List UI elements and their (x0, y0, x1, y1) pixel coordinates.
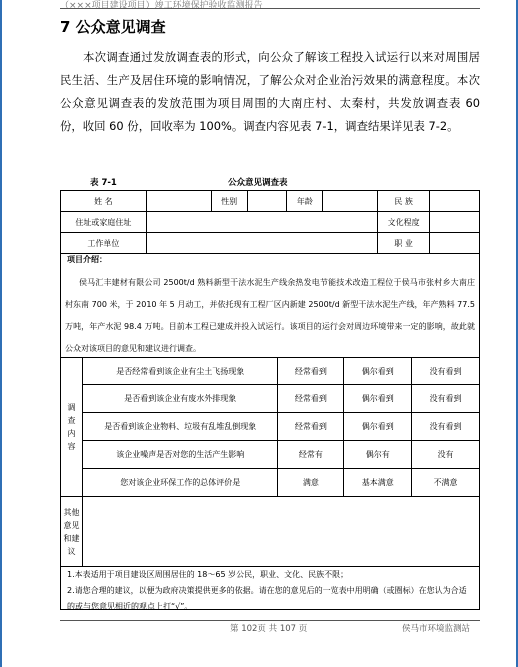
survey-option-b[interactable]: 偶尔看到 (344, 413, 412, 441)
occupation-label: 职 业 (378, 233, 430, 254)
header-rule (60, 8, 480, 9)
project-intro-title: 项目介绍： (67, 255, 107, 264)
employer-label: 工作单位 (61, 233, 147, 254)
note-item: 1.本表适用于项目建设区周围居住的 18～65 岁公民，职业、文化、民族不限； (67, 570, 349, 579)
name-field[interactable] (146, 191, 211, 212)
occupation-field[interactable] (430, 233, 480, 254)
ethnicity-label: 民 族 (378, 191, 430, 212)
survey-question: 该企业噪声是否对您的生活产生影响 (82, 441, 277, 469)
survey-question: 是否看到该企业物料、垃圾有乱堆乱倒现象 (82, 413, 277, 441)
section-title: 7 公众意见调查 (60, 18, 166, 36)
intro-paragraph: 本次调查通过发放调查表的形式，向公众了解该工程投入试运行以来对周围居民生活、生产及居住环境的影响情况，了解公众对企业治污效果的满意程度。本次公众意见调查表的发放范围为项目周围的大南庄村、太秦村，共发放调查表 60 份，收回 60 份，回收率为 100%。调查内容见表 7-1，调查结果详见表 7-2。 (60, 50, 480, 133)
education-label: 文化程度 (378, 212, 430, 233)
page-number: 第 102页 共 107 页 (230, 624, 308, 634)
survey-option-a[interactable]: 满意 (278, 469, 344, 497)
gender-label: 性别 (211, 191, 247, 212)
address-label: 住址或家庭住址 (61, 212, 147, 233)
other-opinions-field[interactable] (82, 497, 479, 567)
survey-option-b[interactable]: 偶尔有 (344, 441, 412, 469)
survey-side-label: 调查内容 (61, 358, 83, 497)
gender-field[interactable] (247, 191, 287, 212)
footer-org: 侯马市环境监测站 (402, 624, 471, 634)
survey-option-c[interactable]: 没有看到 (412, 413, 480, 441)
ethnicity-field[interactable] (430, 191, 480, 212)
survey-option-b[interactable]: 基本满意 (344, 469, 412, 497)
note-item: 2.请您合理的建议，以便为政府决策提供更多的依据。请在您的意见后的一览表中用明确（或圈标）在您认为合适的或与您意见相近的观点上打“√”。 (67, 586, 467, 611)
table-notes (60, 565, 480, 610)
footer-rule (60, 620, 480, 621)
survey-option-a[interactable]: 经常有 (278, 441, 344, 469)
survey-option-c[interactable]: 不满意 (412, 469, 480, 497)
survey-question: 是否看到该企业有废水外排现象 (82, 385, 277, 413)
table-title: 公众意见调查表 (228, 178, 288, 188)
survey-option-a[interactable]: 经常看到 (278, 385, 344, 413)
age-label: 年龄 (287, 191, 323, 212)
personal-info-table (60, 190, 480, 254)
running-header: （×××项目建设项目）竣工环境保护验收监测报告 (60, 1, 263, 11)
education-field[interactable] (430, 212, 480, 233)
survey-option-c[interactable]: 没有看到 (412, 358, 480, 385)
survey-table (60, 357, 480, 567)
survey-option-c[interactable]: 没有看到 (412, 385, 480, 413)
survey-question: 您对该企业环保工作的总体评价是 (82, 469, 277, 497)
survey-option-b[interactable]: 偶尔看到 (344, 385, 412, 413)
project-intro-text: 侯马汇丰建材有限公司 2500t/d 熟料新型干法水泥生产线余热发电节能技术改造工程位于侯马市张村乡大南庄村东南 700 米，于 2010 年 5 月动工，并依托现有工程厂区内新建 2500t/d 新型干法水泥生产线，年产熟料 77.5 万吨，年产水泥 98.4 万吨。目前本工程已建成并投入试运行。该项目的运行会对周边环境带来一定的影响，故此就公众对该项目的意见和建议进行调查。 (65, 278, 475, 353)
name-label: 姓 名 (61, 191, 147, 212)
survey-option-b[interactable]: 偶尔看到 (344, 358, 412, 385)
other-opinions-label: 其他意见和建议 (61, 497, 83, 567)
table-number: 表 7-1 (90, 178, 117, 188)
address-field[interactable] (146, 212, 377, 233)
project-intro-box (60, 252, 480, 357)
survey-question: 是否经常看到该企业有尘土飞扬现象 (82, 358, 277, 385)
employer-field[interactable] (146, 233, 377, 254)
age-field[interactable] (323, 191, 378, 212)
survey-option-a[interactable]: 经常看到 (278, 413, 344, 441)
survey-option-a[interactable]: 经常看到 (278, 358, 344, 385)
survey-option-c[interactable]: 没有 (412, 441, 480, 469)
